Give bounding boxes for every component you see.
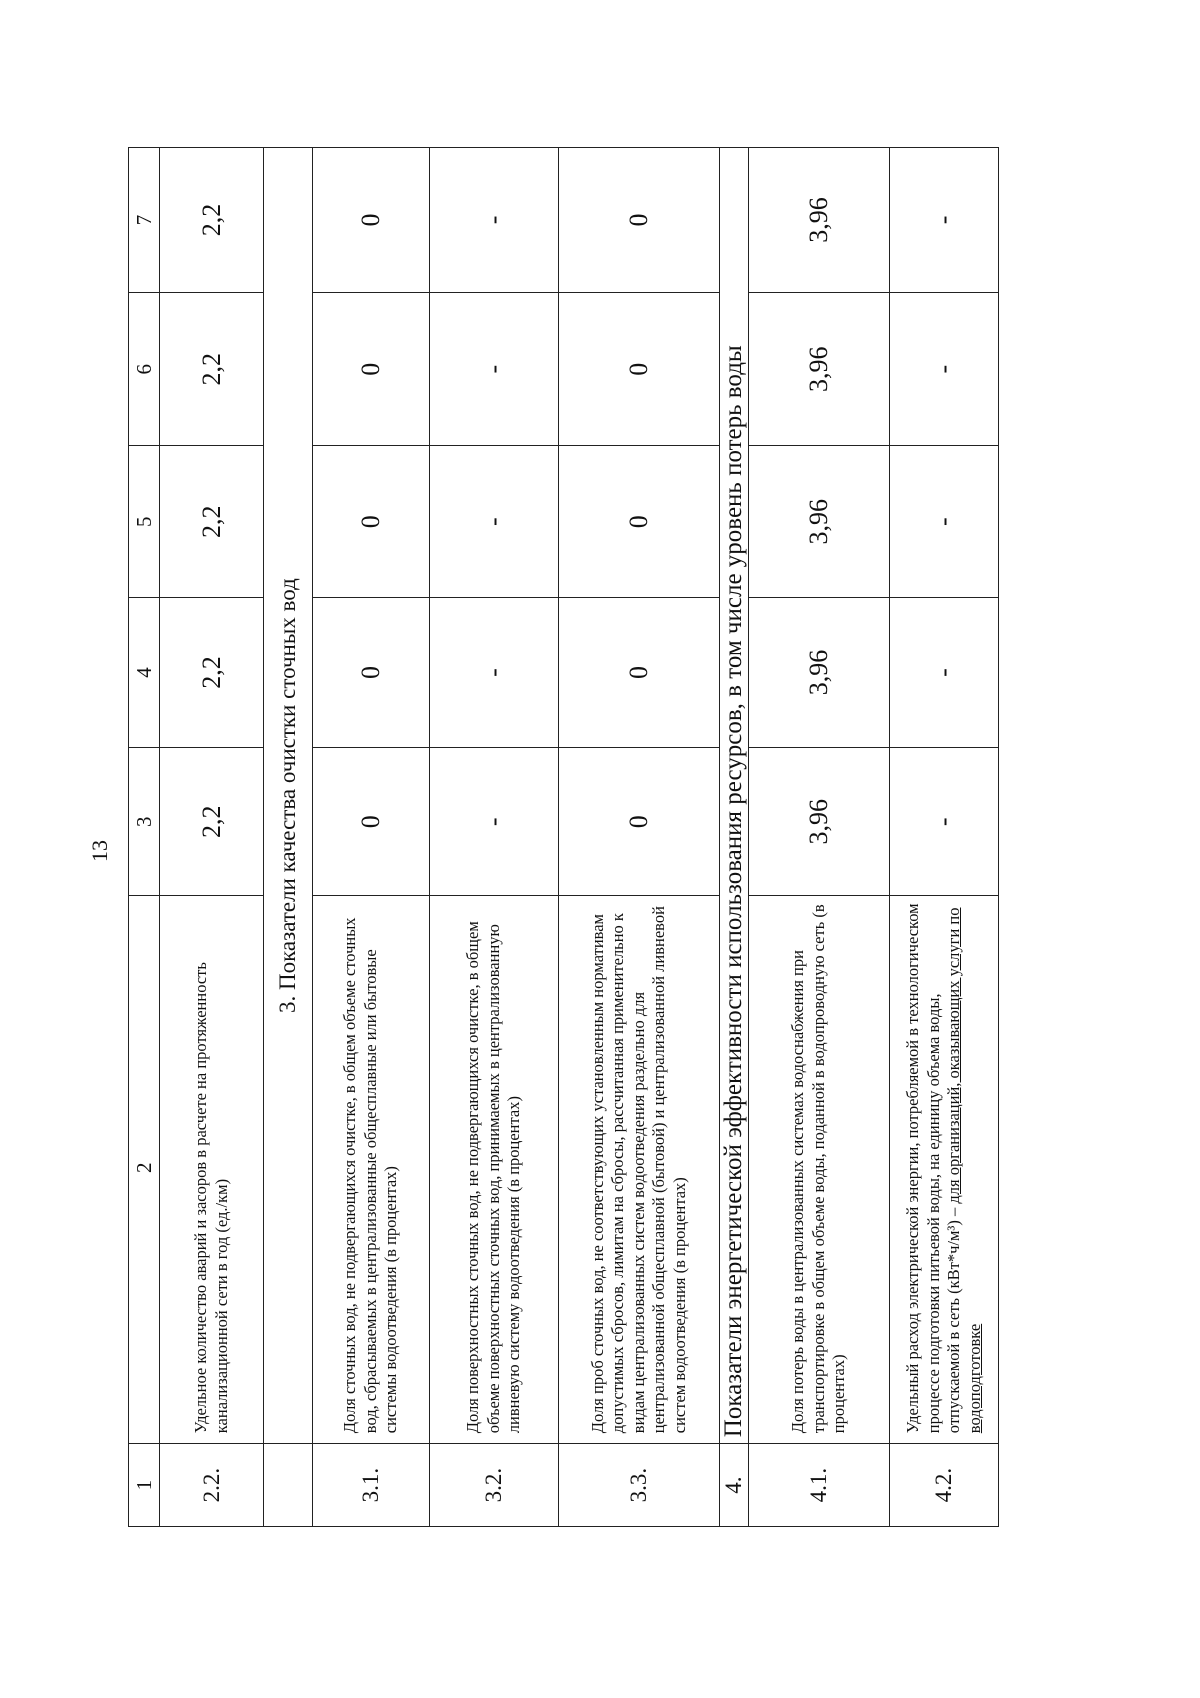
value-cell: 3,96 xyxy=(749,148,890,293)
value-cell: 0 xyxy=(313,597,430,747)
table-row xyxy=(160,148,264,1527)
row-description: Удельное количество аварий и засоров в расчете на протяженность канализационной сети в год (ед./км) xyxy=(160,896,264,1444)
header-cell: 6 xyxy=(129,292,160,446)
value-cell: 2,2 xyxy=(160,597,264,747)
header-cell: 7 xyxy=(129,148,160,293)
table-row xyxy=(749,148,890,1527)
value-cell: 0 xyxy=(559,292,720,446)
value-cell: - xyxy=(890,748,999,896)
header-cell: 3 xyxy=(129,748,160,896)
value-cell: 3,96 xyxy=(749,597,890,747)
page-number: 13 xyxy=(87,840,112,862)
value-cell: 0 xyxy=(559,597,720,747)
table-row xyxy=(890,148,999,1527)
table-row xyxy=(559,148,720,1527)
row-number: 2.2. xyxy=(160,1444,264,1527)
value-cell: - xyxy=(430,597,559,747)
value-cell: - xyxy=(430,148,559,293)
value-cell: 0 xyxy=(559,148,720,293)
row-description: Доля проб сточных вод, не соответствующих установленным нормативам допустимых сбросов, лимитам на сбросы, рассчитанная применительно к видам централизованных систем водоотведения раздельно для централизованной общесплавной (бытовой) и централизованной ливневой систем водоотведения (в процентах) xyxy=(559,896,720,1444)
header-cell: 5 xyxy=(129,446,160,597)
row-description: Доля поверхностных сточных вод, не подвергающихся очистке, в общем объеме поверхностных сточных вод, принимаемых в централизованную ливневую систему водоотведения (в процентах) xyxy=(430,896,559,1444)
section-number xyxy=(264,1444,313,1527)
value-cell: - xyxy=(890,597,999,747)
value-cell: 2,2 xyxy=(160,148,264,293)
row-description: Доля сточных вод, не подвергающихся очистке, в общем объеме сточных вод, сбрасываемых в централизованные общесплавные или бытовые системы водоотведения (в процентах) xyxy=(313,896,430,1444)
value-cell: 3,96 xyxy=(749,446,890,597)
row-number: 4.2. xyxy=(890,1444,999,1527)
row-description xyxy=(890,896,999,1444)
value-cell: 0 xyxy=(313,446,430,597)
rotated-table-container xyxy=(128,147,1073,1527)
value-cell: 0 xyxy=(313,748,430,896)
indicators-table xyxy=(128,147,999,1527)
value-cell: 0 xyxy=(313,148,430,293)
table-header-row xyxy=(129,148,160,1527)
section-row xyxy=(264,148,313,1527)
row-number: 3.1. xyxy=(313,1444,430,1527)
row-number: 3.3. xyxy=(559,1444,720,1527)
table-row xyxy=(313,148,430,1527)
header-cell: 1 xyxy=(129,1444,160,1527)
row-number: 3.2. xyxy=(430,1444,559,1527)
value-cell: - xyxy=(890,148,999,293)
value-cell: - xyxy=(430,446,559,597)
value-cell: 2,2 xyxy=(160,446,264,597)
value-cell: 0 xyxy=(559,748,720,896)
section-title: 3. Показатели качества очистки сточных вод xyxy=(264,148,313,1444)
value-cell: 2,2 xyxy=(160,748,264,896)
value-cell: - xyxy=(890,446,999,597)
value-cell: 3,96 xyxy=(749,292,890,446)
table-row xyxy=(430,148,559,1527)
value-cell: 2,2 xyxy=(160,292,264,446)
section-row xyxy=(720,148,749,1527)
header-cell: 2 xyxy=(129,896,160,1444)
row-description-underlined: для организаций, оказывающих услуги по водоподготовке xyxy=(944,907,984,1434)
row-number: 4.1. xyxy=(749,1444,890,1527)
section-title: Показатели энергетической эффективности использования ресурсов, в том числе уровень потерь воды xyxy=(720,148,749,1444)
value-cell: 3,96 xyxy=(749,748,890,896)
value-cell: - xyxy=(430,748,559,896)
value-cell: 0 xyxy=(559,446,720,597)
header-cell: 4 xyxy=(129,597,160,747)
value-cell: - xyxy=(890,292,999,446)
row-description: Доля потерь воды в централизованных системах водоснабжения при транспортировке в общем объеме воды, поданной в водопроводную сеть (в процентах) xyxy=(749,896,890,1444)
row-description-text: Удельный расход электрической энергии, потребляемой в технологическом процессе подготовки питьевой воды, на единицу объема воды, отпускаемой в сеть (кВт*ч/м³) – xyxy=(903,903,963,1434)
section-number: 4. xyxy=(720,1444,749,1527)
value-cell: 0 xyxy=(313,292,430,446)
value-cell: - xyxy=(430,292,559,446)
